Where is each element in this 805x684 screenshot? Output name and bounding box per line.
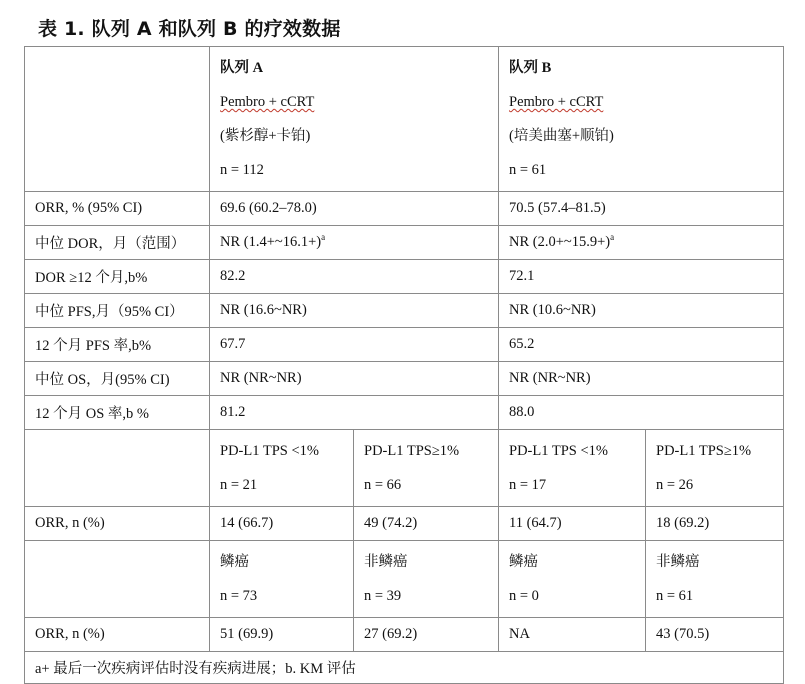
footnote-marker: a bbox=[321, 232, 326, 243]
row-label: ORR, % (95% CI) bbox=[25, 192, 210, 226]
cohort-a-title: 队列 A bbox=[220, 60, 264, 76]
table-row bbox=[25, 362, 784, 396]
subgroup-empty-cell bbox=[25, 541, 210, 618]
subgroup-cell bbox=[499, 541, 646, 618]
efficacy-table bbox=[24, 46, 784, 684]
subgroup-name: 非鳞癌 bbox=[364, 554, 408, 570]
value-text: NR (1.4+~16.1+) bbox=[220, 234, 322, 250]
footnote: a+ 最后一次疾病评估时没有疾病进展；b. KM 评估 bbox=[25, 652, 784, 684]
subgroup-name: PD-L1 TPS≥1% bbox=[364, 443, 460, 459]
subgroup-cell bbox=[210, 430, 354, 507]
cohort-a-value: NR (16.6~NR) bbox=[210, 294, 499, 328]
row-label: 中位 OS，月(95% CI) bbox=[25, 362, 210, 396]
subgroup-n: n = 73 bbox=[220, 588, 258, 604]
subgroup-empty-cell bbox=[25, 430, 210, 507]
cohort-b-regimen: (培美曲塞+顺铂) bbox=[509, 128, 614, 144]
subgroup-value: NA bbox=[499, 618, 646, 652]
footnote-marker: a bbox=[610, 232, 615, 243]
row-label: ORR, n (%) bbox=[25, 618, 210, 652]
table-row bbox=[25, 260, 784, 294]
cohort-a-header bbox=[210, 47, 499, 192]
row-label: 12 个月 OS 率,b % bbox=[25, 396, 210, 430]
cohort-b-title: 队列 B bbox=[509, 60, 552, 76]
cohort-b-value: 65.2 bbox=[499, 328, 784, 362]
subgroup-n: n = 61 bbox=[656, 588, 694, 604]
subgroup-cell bbox=[499, 430, 646, 507]
header-empty-cell bbox=[25, 47, 210, 192]
subgroup-value: 43 (70.5) bbox=[646, 618, 784, 652]
pdl1-subgroup-row bbox=[25, 430, 784, 507]
pdl1-orr-row bbox=[25, 507, 784, 541]
table-row bbox=[25, 396, 784, 430]
value-text: NR (2.0+~15.9+) bbox=[509, 234, 611, 250]
row-label: 中位 PFS,月（95% CI） bbox=[25, 294, 210, 328]
cohort-a-value: 69.6 (60.2–78.0) bbox=[210, 192, 499, 226]
subgroup-n: n = 17 bbox=[509, 477, 547, 493]
cohort-b-value: NR (10.6~NR) bbox=[499, 294, 784, 328]
cohort-b-value: 72.1 bbox=[499, 260, 784, 294]
cohort-a-value: 67.7 bbox=[210, 328, 499, 362]
table-row bbox=[25, 294, 784, 328]
subgroup-value: 14 (66.7) bbox=[210, 507, 354, 541]
cohort-a-value: NR (NR~NR) bbox=[210, 362, 499, 396]
cohort-a-regimen: (紫杉醇+卡铂) bbox=[220, 128, 311, 144]
subgroup-name: PD-L1 TPS <1% bbox=[509, 443, 608, 459]
subgroup-name: 鳞癌 bbox=[220, 554, 249, 570]
subgroup-value: 49 (74.2) bbox=[354, 507, 499, 541]
subgroup-n: n = 0 bbox=[509, 588, 539, 604]
subgroup-value: 18 (69.2) bbox=[646, 507, 784, 541]
cohort-b-value: 88.0 bbox=[499, 396, 784, 430]
subgroup-cell bbox=[354, 430, 499, 507]
cohort-a-treatment: Pembro + cCRT bbox=[220, 94, 315, 110]
subgroup-cell bbox=[646, 430, 784, 507]
subgroup-name: 鳞癌 bbox=[509, 554, 538, 570]
row-label: DOR ≥12 个月,b% bbox=[25, 260, 210, 294]
histology-subgroup-row bbox=[25, 541, 784, 618]
subgroup-n: n = 39 bbox=[364, 588, 402, 604]
subgroup-cell bbox=[354, 541, 499, 618]
cohort-b-n: n = 61 bbox=[509, 162, 547, 178]
subgroup-cell bbox=[646, 541, 784, 618]
cohort-b-value: NR (NR~NR) bbox=[499, 362, 784, 396]
subgroup-name: PD-L1 TPS≥1% bbox=[656, 443, 752, 459]
histology-orr-row bbox=[25, 618, 784, 652]
cohort-b-header bbox=[499, 47, 784, 192]
cohort-b-value bbox=[499, 226, 784, 260]
subgroup-value: 27 (69.2) bbox=[354, 618, 499, 652]
header-row bbox=[25, 47, 784, 192]
footnote-row bbox=[25, 652, 784, 684]
table-row bbox=[25, 328, 784, 362]
table-caption: 表 1. 队列 A 和队列 B 的疗效数据 bbox=[38, 18, 341, 40]
subgroup-n: n = 26 bbox=[656, 477, 694, 493]
cohort-b-treatment: Pembro + cCRT bbox=[509, 94, 604, 110]
subgroup-name: 非鳞癌 bbox=[656, 554, 700, 570]
cohort-b-value: 70.5 (57.4–81.5) bbox=[499, 192, 784, 226]
cohort-a-value: 82.2 bbox=[210, 260, 499, 294]
subgroup-n: n = 66 bbox=[364, 477, 402, 493]
subgroup-value: 51 (69.9) bbox=[210, 618, 354, 652]
row-label: 12 个月 PFS 率,b% bbox=[25, 328, 210, 362]
table-row bbox=[25, 226, 784, 260]
subgroup-n: n = 21 bbox=[220, 477, 258, 493]
cohort-a-value: 81.2 bbox=[210, 396, 499, 430]
cohort-a-value bbox=[210, 226, 499, 260]
row-label: 中位 DOR，月（范围） bbox=[25, 226, 210, 260]
table-row bbox=[25, 192, 784, 226]
subgroup-value: 11 (64.7) bbox=[499, 507, 646, 541]
cohort-a-n: n = 112 bbox=[220, 162, 264, 178]
row-label: ORR, n (%) bbox=[25, 507, 210, 541]
subgroup-cell bbox=[210, 541, 354, 618]
subgroup-name: PD-L1 TPS <1% bbox=[220, 443, 319, 459]
